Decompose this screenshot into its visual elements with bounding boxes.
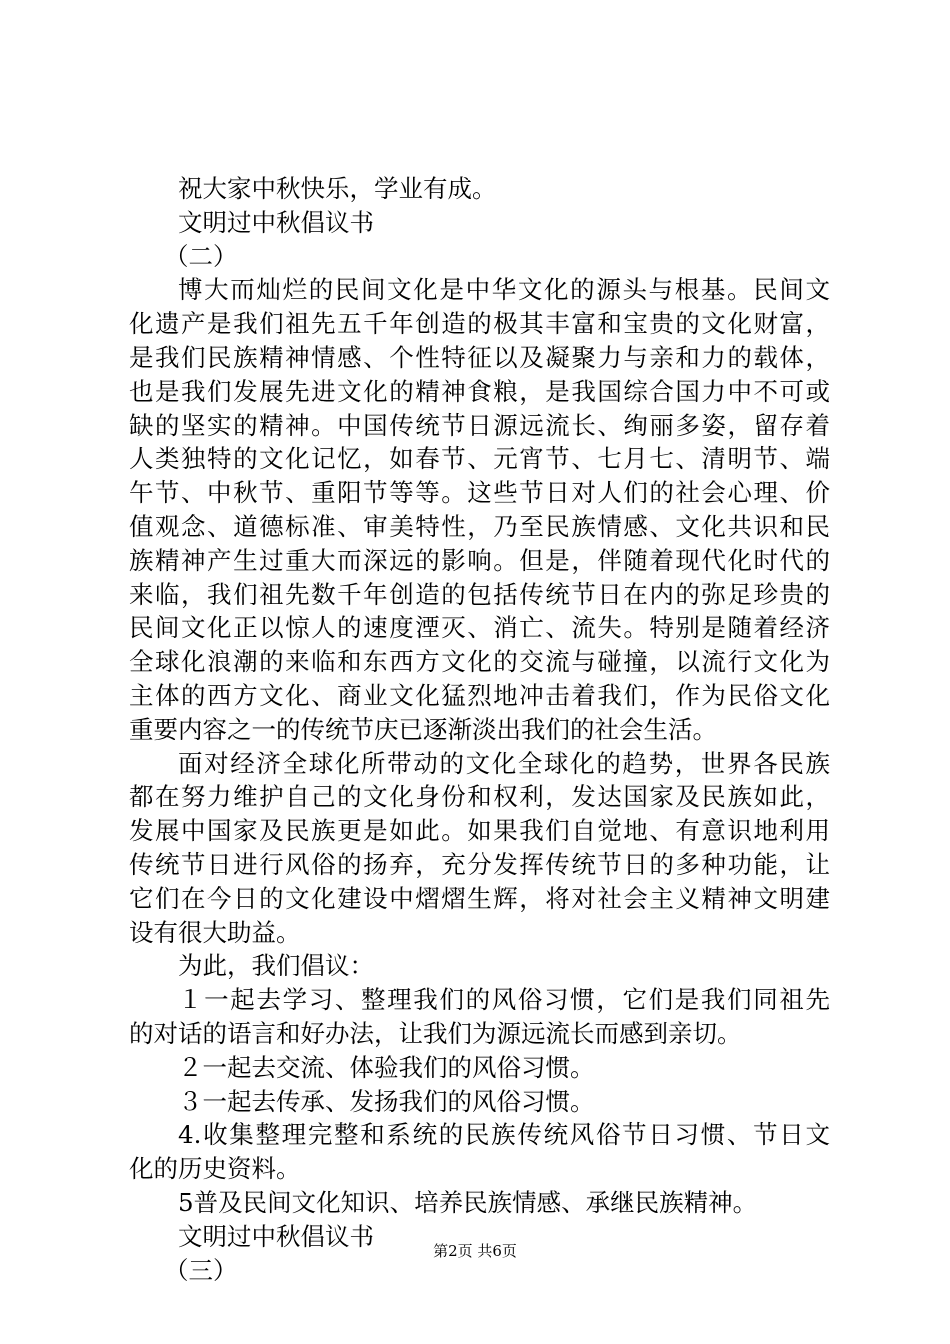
- proposal-intro: 为此，我们倡议：: [178, 951, 374, 981]
- section-number: （二）: [164, 241, 238, 271]
- paragraph-line: 午节、中秋节、重阳节等等。这些节日对人们的社会心理、价: [129, 478, 830, 508]
- paragraph-line: 值观念、道德标准、审美特性，乃至民族情感、文化共识和民: [129, 511, 830, 541]
- paragraph-line: 博大而灿烂的民间文化是中华文化的源头与根基。民间文: [178, 275, 830, 305]
- page-footer: 第2页 共6页: [433, 1242, 517, 1260]
- document-body: [129, 172, 830, 1287]
- section-heading: 文明过中秋倡议书: [178, 207, 374, 237]
- paragraph-line: 都在努力维护自己的文化身份和权利，发达国家及民族如此，: [129, 782, 830, 812]
- paragraph-line: 设有很大助益。: [129, 917, 301, 947]
- proposal-item: 5普及民间文化知识、培养民族情感、承继民族精神。: [178, 1187, 758, 1217]
- proposal-item: ３一起去传承、发扬我们的风俗习惯。: [178, 1086, 595, 1116]
- closing-wish-line: 祝大家中秋快乐，学业有成。: [178, 174, 497, 203]
- proposal-item: １一起去学习、整理我们的风俗习惯，它们是我们同祖先: [178, 985, 830, 1015]
- paragraph-line: 族精神产生过重大而深远的影响。但是，伴随着现代化时代的: [129, 545, 830, 575]
- paragraph-line: 面对经济全球化所带动的文化全球化的趋势，世界各民族: [178, 748, 830, 778]
- paragraph-line: 是我们民族精神情感、个性特征以及凝聚力与亲和力的载体，: [129, 342, 830, 372]
- paragraph-line: 人类独特的文化记忆，如春节、元宵节、七月七、清明节、端: [129, 444, 830, 474]
- paragraph-line: 来临，我们祖先数千年创造的包括传统节日在内的弥足珍贵的: [129, 579, 830, 609]
- section-number: （三）: [164, 1255, 238, 1285]
- proposal-item-cont: 的对话的语言和好办法，让我们为源远流长而感到亲切。: [129, 1018, 742, 1048]
- paragraph-line: 化遗产是我们祖先五千年创造的极其丰富和宝贵的文化财富，: [129, 309, 830, 339]
- paragraph-line: 它们在今日的文化建设中熠熠生辉，将对社会主义精神文明建: [129, 883, 830, 913]
- paragraph-line: 发展中国家及民族更是如此。如果我们自觉地、有意识地利用: [129, 816, 830, 846]
- paragraph-line: 也是我们发展先进文化的精神食粮，是我国综合国力中不可或: [129, 376, 830, 406]
- paragraph-line: 主体的西方文化、商业文化猛烈地冲击着我们，作为民俗文化: [129, 680, 830, 710]
- paragraph-line: 全球化浪潮的来临和东西方文化的交流与碰撞，以流行文化为: [129, 647, 830, 677]
- paragraph-line: 重要内容之一的传统节庆已逐渐淡出我们的社会生活。: [129, 714, 717, 744]
- section-heading: 文明过中秋倡议书: [178, 1221, 374, 1251]
- paragraph-line: 民间文化正以惊人的速度湮灭、消亡、流失。特别是随着经济: [129, 613, 830, 643]
- paragraph-line: 传统节日进行风俗的扬弃，充分发挥传统节日的多种功能，让: [129, 849, 830, 879]
- proposal-item-cont: 化的历史资料。: [129, 1154, 301, 1184]
- proposal-item: 4.收集整理完整和系统的民族传统风俗节日习惯、节日文: [178, 1120, 830, 1150]
- paragraph-line: 缺的坚实的精神。中国传统节日源远流长、绚丽多姿，留存着: [129, 410, 830, 440]
- proposal-item: ２一起去交流、体验我们的风俗习惯。: [178, 1052, 595, 1082]
